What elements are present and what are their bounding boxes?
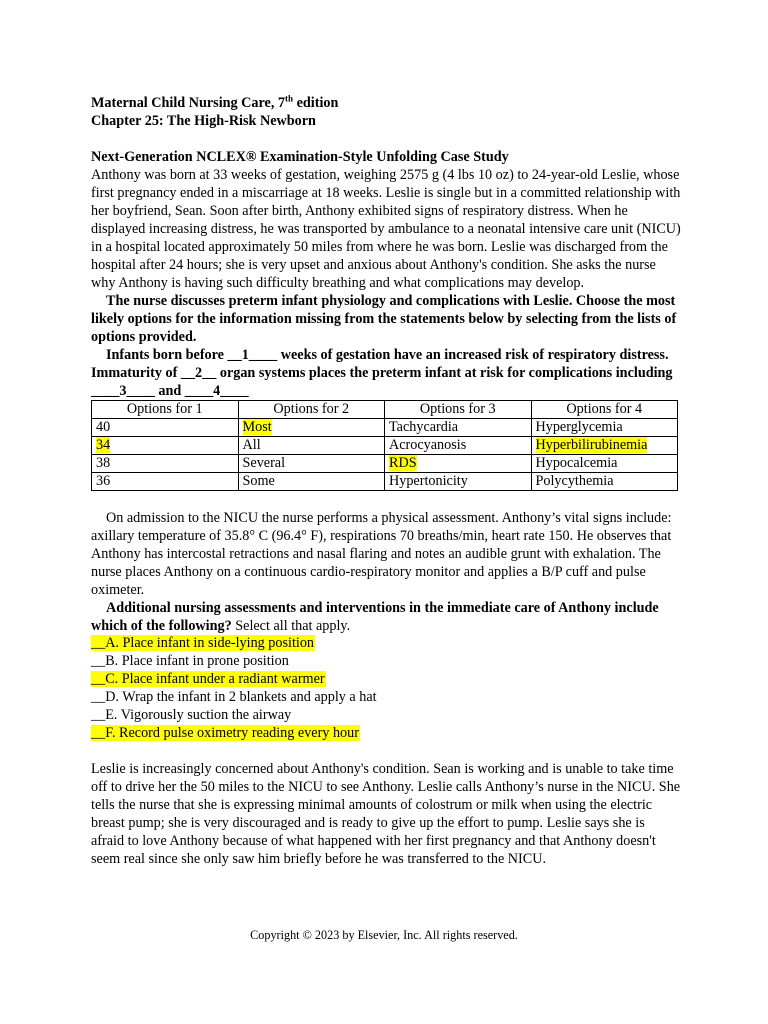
table-cell	[92, 419, 239, 437]
answer-option-text: __A. Place infant in side-lying position	[91, 635, 315, 651]
option-text: 38	[96, 455, 111, 471]
book-title-text: Maternal Child Nursing Care, 7	[91, 95, 286, 111]
option-text: Hypocalcemia	[535, 455, 618, 471]
table-cell	[92, 437, 239, 455]
table-cell	[238, 473, 385, 491]
table-row	[92, 437, 678, 455]
answer-option-f	[91, 725, 681, 743]
table-row	[92, 419, 678, 437]
answer-option-a	[91, 635, 681, 653]
option-text-highlighted: Most	[242, 419, 272, 435]
spacer	[91, 491, 681, 509]
table-cell	[385, 419, 532, 437]
table-cell	[92, 455, 239, 473]
option-text: Hypertonicity	[389, 473, 468, 489]
options-table	[91, 400, 678, 491]
answer-option-d	[91, 689, 681, 707]
question-2-bold: Additional nursing assessments and interventions in the immediate care of Anthony include which of the following?	[91, 600, 659, 634]
table-cell	[238, 455, 385, 473]
option-text: 40	[96, 419, 111, 435]
question-2-select-all: Select all that apply.	[231, 618, 351, 634]
question-2-options	[91, 635, 681, 742]
option-text: 36	[96, 473, 111, 489]
table-row	[92, 455, 678, 473]
spacer	[91, 130, 681, 148]
answer-option-b	[91, 653, 681, 671]
chapter-title: Chapter 25: The High-Risk Newborn	[91, 113, 316, 129]
option-text: All	[242, 437, 261, 453]
answer-option-c	[91, 671, 681, 689]
spacer	[91, 742, 681, 760]
option-text-highlighted: 34	[96, 437, 111, 453]
answer-option-text: __E. Vigorously suction the airway	[91, 706, 292, 723]
options-table-header-row	[92, 401, 678, 419]
table-cell	[531, 437, 678, 455]
option-text-highlighted: Hyperbilirubinemia	[535, 437, 648, 453]
book-title	[91, 94, 681, 112]
option-text: Polycythemia	[535, 473, 614, 489]
options-header-2: Options for 2	[238, 401, 385, 419]
case-study-heading: Next-Generation NCLEX® Examination-Style Unfolding Case Study	[91, 149, 509, 165]
option-text: Some	[242, 473, 275, 489]
question-1-instructions: The nurse discusses preterm infant physiology and complications with Leslie. Choose the most likely options for the information missing from the statements below by selecting from the lists of options provided.	[91, 293, 677, 345]
option-text: Several	[242, 455, 286, 471]
table-cell	[385, 455, 532, 473]
question-2-prompt	[91, 599, 681, 635]
option-text-highlighted: RDS	[389, 455, 417, 471]
options-header-4: Options for 4	[531, 401, 678, 419]
edition-superscript: th	[285, 93, 294, 104]
table-cell	[385, 437, 532, 455]
table-cell	[531, 419, 678, 437]
table-row	[92, 473, 678, 491]
assessment-paragraph: On admission to the NICU the nurse performs a physical assessment. Anthony’s vital signs include: axillary temperature of 35.8° C (96.4° F), respirations 70 breaths/min, heart rate 150. He observes that Anthony has intercostal retractions and nasal flaring and notes an audible grunt with exhalation. The nurse places Anthony on a continuous cardio-respiratory monitor and applies a B/P cuff and pulse oximeter.	[91, 510, 672, 598]
question-1-statement: Infants born before __1____ weeks of gestation have an increased risk of respiratory distress. Immaturity of __2__ organ systems places the preterm infant at risk for complications including ____3____ and ____4____	[91, 347, 673, 399]
option-text: Tachycardia	[389, 419, 459, 435]
table-cell	[238, 437, 385, 455]
options-header-3: Options for 3	[385, 401, 532, 419]
table-cell	[531, 455, 678, 473]
table-cell	[92, 473, 239, 491]
copyright-footer: Copyright © 2023 by Elsevier, Inc. All rights reserved.	[250, 928, 518, 942]
answer-option-text: __F. Record pulse oximetry reading every hour	[91, 724, 359, 741]
answer-option-text: __B. Place infant in prone position	[91, 652, 289, 669]
table-cell	[238, 419, 385, 437]
document-body	[91, 94, 681, 868]
followup-paragraph: Leslie is increasingly concerned about Anthony's condition. Sean is working and is unable to take time off to drive her the 50 miles to the NICU to see Anthony. Leslie calls Anthony’s nurse in the NICU. She tells the nurse that she is expressing minimal amounts of colostrum or milk when using the electric breast pump; she is very discouraged and is ready to give up the effort to pump. Leslie says she is afraid to love Anthony because of what happened with her first pregnancy and that Anthony doesn't seem real since she only saw him briefly before he was transferred to the NICU.	[91, 761, 681, 868]
table-cell	[531, 473, 678, 491]
options-header-1: Options for 1	[92, 401, 239, 419]
answer-option-text: __C. Place infant under a radiant warmer	[91, 670, 325, 687]
table-cell	[385, 473, 532, 491]
option-text: Acrocyanosis	[389, 437, 467, 453]
case-intro-paragraph: Anthony was born at 33 weeks of gestation, weighing 2575 g (4 lbs 10 oz) to 24-year-old Leslie, whose first pregnancy ended in a miscarriage at 18 weeks. Leslie is single but in a committed relationship with her boyfriend, Sean. Soon after birth, Anthony exhibited signs of respiratory distress. When he displayed increasing distress, he was transported by ambulance to a neonatal intensive care unit (NICU) in a hospital located approximately 50 miles from where he was born. Leslie was discharged from the hospital after 24 hours; she is very upset and anxious about Anthony's condition. She asks the nurse why Anthony is having such difficulty breathing and what complications may develop.	[91, 167, 681, 291]
option-text: Hyperglycemia	[535, 419, 623, 435]
answer-option-text: __D. Wrap the infant in 2 blankets and apply a hat	[91, 688, 377, 705]
book-title-suffix: edition	[293, 95, 339, 111]
answer-option-e	[91, 707, 681, 725]
